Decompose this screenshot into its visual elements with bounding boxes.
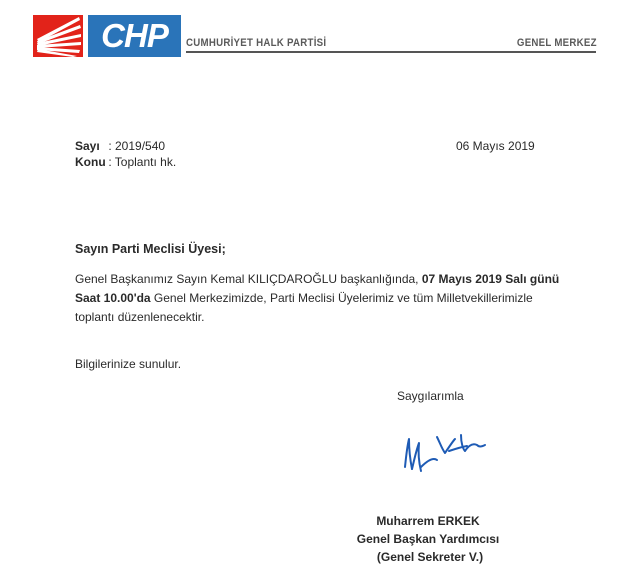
signature-icon [397,427,497,477]
regards: Saygılarımla [397,389,464,403]
document-subject [75,154,176,170]
paragraph-text-end: Genel Merkezimizde, Parti Meclisi Üyelerimiz ve tüm Milletvekillerimizle toplantı düzenlenecektir. [75,291,533,324]
number-value: : 2019/540 [108,139,166,153]
closing-info: Bilgilerinize sunulur. [75,357,182,371]
signatory-name: Muharrem ERKEK [376,514,480,528]
meeting-datetime: 07 Mayıs 2019 Salı günü Saat 10.00'da [75,272,560,305]
document-date: 06 Mayıs 2019 [456,139,535,153]
party-name: CUMHURİYET HALK PARTİSİ [186,37,327,49]
paragraph-text-start: Genel Başkanımız Sayın Kemal KILIÇDAROĞLU başkanlığında, [75,272,422,286]
letterhead-divider [186,51,596,53]
document-number [75,138,165,154]
signatory-title: Genel Başkan Yardımcısı [356,532,500,546]
number-label: Sayı [75,139,100,153]
subject-label: Konu [75,155,106,169]
handwritten-signature [397,427,497,477]
subject-value: : Toplantı hk. [108,155,177,169]
salutation: Sayın Parti Meclisi Üyesi; [75,242,226,256]
department-name: GENEL MERKEZ [517,37,597,49]
signatory-role: (Genel Sekreter V.) [376,550,484,564]
logo-wordmark: CHP [88,15,181,57]
logo-arrows-mark [33,15,83,57]
six-arrows-icon [33,15,83,57]
main-paragraph [75,270,575,327]
